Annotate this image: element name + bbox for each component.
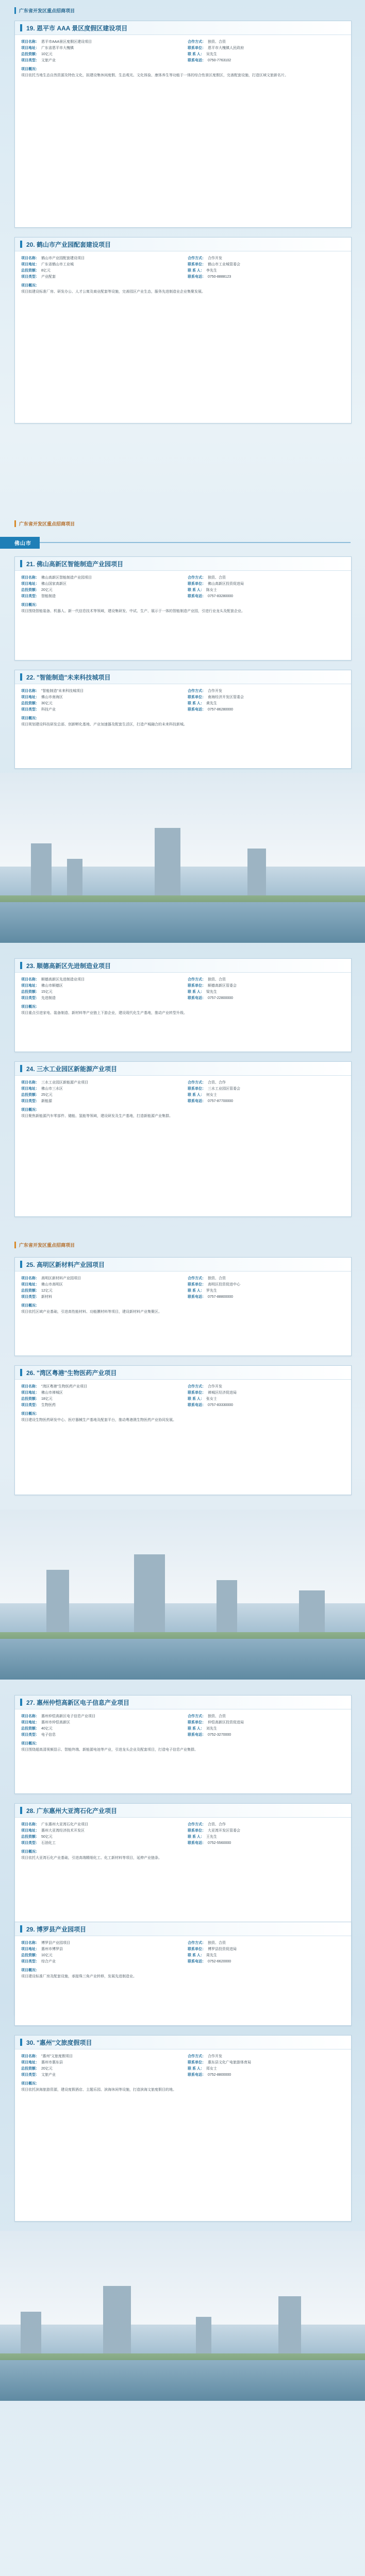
field-label: 项目名称： (21, 576, 39, 580)
project-card (14, 556, 352, 660)
field-label: 总投资额： (21, 990, 39, 994)
field-label: 项目类型： (21, 595, 39, 598)
field-label: 合作方式： (188, 40, 206, 44)
field-label: 项目概况： (21, 1850, 39, 1854)
accent-bar (20, 1369, 22, 1376)
project-investment: 50亿元 (41, 1835, 53, 1839)
project-card-header (15, 2036, 351, 2049)
field-label: 联 系 人： (188, 1397, 204, 1401)
project-person: 罗先生 (206, 1289, 217, 1293)
project-type: 文旅产业 (41, 59, 56, 62)
field-label: 总投资额： (21, 1397, 39, 1401)
project-contact: 禅城区经济促进局 (208, 1391, 237, 1395)
project-investment: 40亿元 (41, 1727, 53, 1731)
accent-bar (20, 1925, 22, 1933)
project-investment: 15亿元 (41, 990, 53, 994)
project-location: 惠州市博罗县 (41, 1947, 63, 1951)
project-type: 电子信息 (41, 1733, 56, 1737)
field-label: 联系电话： (188, 1295, 206, 1299)
project-description (15, 716, 351, 732)
field-label: 项目地址： (21, 582, 39, 586)
project-location: 佛山市三水区 (41, 1087, 63, 1091)
field-label: 项目概况： (21, 1969, 39, 1972)
project-phone: 0752-5560000 (208, 1841, 231, 1845)
project-person: 张女士 (206, 1397, 217, 1401)
project-type: 产业配套 (41, 275, 56, 279)
field-label: 总投资额： (21, 588, 39, 592)
field-label: 项目地址： (21, 1087, 39, 1091)
project-name: 高明区新材料产业园项目 (41, 1277, 81, 1280)
project-name: 顺德高新区先进制造业项目 (41, 978, 85, 981)
project-name: 恩平市AAA景区度假区建设项目 (41, 40, 92, 44)
project-location: 佛山市高明区 (41, 1283, 63, 1286)
field-label: 总投资额： (21, 269, 39, 273)
project-investment: 18亿元 (41, 1397, 53, 1401)
project-title: 29. 博罗县产业园项目 (26, 1925, 87, 1933)
project-type: 文旅产业 (41, 2073, 56, 2077)
field-label: 总投资额： (21, 53, 39, 56)
field-label: 联系电话： (188, 708, 206, 711)
section-header-label: 广东省开发区重点招商项目 (14, 1242, 75, 1248)
field-label: 项目名称： (21, 1715, 39, 1718)
project-name: 惠州仲恺高新区电子信息产业项目 (41, 1715, 95, 1718)
field-label: 项目名称： (21, 1823, 39, 1826)
project-contact: 顺德高新区管委会 (208, 984, 237, 988)
project-type: 先进制造 (41, 996, 56, 1000)
field-label: 项目类型： (21, 708, 39, 711)
project-card (14, 1365, 352, 1495)
field-label: 项目类型： (21, 1841, 39, 1845)
city-photo-band (0, 773, 365, 943)
project-name: "湾区粤港"生物医药产业项目 (41, 1385, 87, 1388)
project-person: 黄先生 (206, 702, 217, 705)
project-card-header (15, 1922, 351, 1936)
field-label: 项目地址： (21, 1283, 39, 1286)
accent-bar (20, 673, 22, 681)
field-label: 联 系 人： (188, 1093, 204, 1097)
project-phone: 0757-87700000 (208, 1099, 234, 1103)
field-label: 项目类型： (21, 1733, 39, 1737)
project-name: "智能制造"未来科技城项目 (41, 689, 84, 693)
project-title: 21. 佛山高新区智能制造产业园项目 (26, 560, 124, 568)
field-label: 项目类型： (21, 2073, 39, 2077)
project-card-header (15, 1366, 351, 1380)
project-investment: 12亿元 (41, 1289, 53, 1293)
field-label: 联系单位： (188, 263, 206, 266)
field-label: 联系单位： (188, 1391, 206, 1395)
field-label: 合作方式： (188, 257, 206, 260)
project-location: 广东省鹤山市工业城 (41, 263, 74, 266)
project-name: 博罗县产业园项目 (41, 1941, 70, 1945)
field-label: 合作方式： (188, 1385, 206, 1388)
field-label: 联系电话： (188, 2073, 206, 2077)
project-card-header (15, 670, 351, 684)
project-description (15, 1303, 351, 1319)
project-person: 吴先生 (206, 53, 217, 56)
project-location: 惠州市惠东县 (41, 2061, 63, 2064)
field-label: 合作方式： (188, 1941, 206, 1945)
project-description (15, 603, 351, 618)
project-card (14, 21, 352, 228)
field-label: 联系电话： (188, 1960, 206, 1963)
project-phone: 0750-8888123 (208, 275, 231, 279)
project-name: 鹤山市产业园配套建设项目 (41, 257, 85, 260)
project-location: 佛山国家高新区 (41, 582, 67, 586)
field-label: 总投资额： (21, 1835, 39, 1839)
project-description-text: 项目依托大亚湾石化产业基础，引进高端精细化工、化工新材料等项目，延伸产业链条。 (21, 1856, 162, 1860)
project-description (15, 1741, 351, 1757)
project-card (14, 2035, 352, 2222)
field-label: 联 系 人： (188, 588, 204, 592)
accent-bar (20, 1065, 22, 1072)
project-description-text: 项目依托区域产业基础，引进高性能材料、功能膜材料等项目，建设新材料产业集聚区。 (21, 1310, 162, 1314)
project-description (15, 1850, 351, 1865)
project-contact: 南海经济开发区管委会 (208, 696, 244, 699)
project-description-text: 项目依托当地生态自然资源及特色文化，拟建设集休闲度假、生态观光、文化体验、康体养生等功能于一体的综合性景区度假区，完善配套设施，打造区域文旅新名片。 (21, 74, 288, 77)
project-investment: 25亿元 (41, 1093, 53, 1097)
field-label: 项目名称： (21, 1385, 39, 1388)
project-title: 30. "惠州"文旅度假项目 (26, 2039, 92, 2046)
project-contact: 鹤山市工业城管委会 (208, 263, 240, 266)
project-description (15, 2081, 351, 2097)
field-label: 项目概况： (21, 1005, 39, 1009)
field-label: 总投资额： (21, 1093, 39, 1097)
accent-bar (20, 560, 22, 567)
project-location: 惠州大亚湾经济技术开发区 (41, 1829, 85, 1833)
field-label: 项目地址： (21, 696, 39, 699)
project-mode: 合作开发 (208, 257, 222, 260)
project-mode: 独资、合资 (208, 1277, 226, 1280)
field-label: 项目名称： (21, 1081, 39, 1084)
field-label: 项目名称： (21, 2055, 39, 2058)
project-investment: 20亿元 (41, 2067, 53, 2071)
field-label: 联系电话： (188, 1733, 206, 1737)
project-person: 周先生 (206, 1954, 217, 1957)
project-card (14, 958, 352, 1052)
field-label: 项目名称： (21, 1941, 39, 1945)
project-description-text: 项目依托滨海旅游资源，建设度假酒店、主题乐园、滨海休闲等设施，打造滨海文旅度假目的地。 (21, 2088, 176, 2092)
project-title: 20. 鹤山市产业园配套建设项目 (26, 241, 111, 248)
project-person: 刘先生 (206, 1727, 217, 1731)
project-card (14, 1061, 352, 1217)
field-label: 项目地址： (21, 1391, 39, 1395)
field-label: 联系单位： (188, 1283, 206, 1286)
project-contact: 大亚湾开发区管委会 (208, 1829, 240, 1833)
project-phone: 0752-8800000 (208, 2073, 231, 2077)
project-type: 新材料 (41, 1295, 52, 1299)
field-label: 项目类型： (21, 1403, 39, 1407)
project-name: "惠州"文旅度假项目 (41, 2055, 73, 2058)
field-label: 项目概况： (21, 284, 39, 287)
field-label: 合作方式： (188, 689, 206, 693)
field-label: 项目名称： (21, 689, 39, 693)
project-description-text: 项目重点引进家电、装备制造、新材料等产业链上下游企业，建设现代化生产基地，推动产业转型升级。 (21, 1011, 187, 1015)
project-description-text: 项目聚焦新能源汽车零部件、储能、氢能等领域，建设研发及生产基地，打造新能源产业集群。 (21, 1114, 173, 1118)
accent-bar (20, 1261, 22, 1268)
project-description-text: 项目拟建设标准厂房、研发办公、人才公寓及商业配套等设施，完善园区产业生态，服务先进制造业企业集聚发展。 (21, 290, 205, 294)
project-contact: 恩平市大槐镇人民政府 (208, 46, 244, 50)
field-label: 项目名称： (21, 257, 39, 260)
field-label: 联系电话： (188, 275, 206, 279)
project-title: 23. 顺德高新区先进制造业项目 (26, 962, 111, 970)
field-label: 项目类型： (21, 1295, 39, 1299)
field-label: 联系单位： (188, 1947, 206, 1951)
project-phone: 0752-3270000 (208, 1733, 231, 1737)
field-label: 项目地址： (21, 1947, 39, 1951)
project-description-text: 项目建设标准厂房及配套设施，承接珠三角产业转移，发展先进制造业。 (21, 1975, 137, 1978)
field-label: 联 系 人： (188, 1835, 204, 1839)
project-card-header (15, 1062, 351, 1076)
field-label: 项目概况： (21, 1108, 39, 1112)
field-label: 项目地址： (21, 2061, 39, 2064)
field-label: 项目地址： (21, 1721, 39, 1724)
project-mode: 合作开发 (208, 2055, 222, 2058)
field-label: 项目名称： (21, 978, 39, 981)
field-label: 总投资额： (21, 702, 39, 705)
project-contact: 惠东县文化广电旅游体育局 (208, 2061, 251, 2064)
field-label: 项目地址： (21, 984, 39, 988)
project-investment: 10亿元 (41, 53, 53, 56)
field-label: 项目类型： (21, 1099, 39, 1103)
field-label: 项目概况： (21, 603, 39, 607)
project-phone: 0752-6620000 (208, 1960, 231, 1963)
project-card (14, 1922, 352, 2026)
field-label: 总投资额： (21, 1727, 39, 1731)
field-label: 总投资额： (21, 2067, 39, 2071)
accent-bar (20, 1699, 22, 1706)
field-label: 联系电话： (188, 996, 206, 1000)
project-description (15, 1108, 351, 1123)
project-card (14, 1257, 352, 1356)
accent-bar (20, 24, 22, 31)
project-card-header (15, 238, 351, 251)
field-label: 项目地址： (21, 263, 39, 266)
project-person: 李先生 (206, 269, 217, 273)
project-card (14, 670, 352, 769)
field-label: 项目名称： (21, 1277, 39, 1280)
project-mode: 独资、合资 (208, 978, 226, 981)
project-mode: 合资、合作 (208, 1081, 226, 1084)
project-mode: 独资、合资 (208, 1715, 226, 1718)
project-contact: 高明区投资促进中心 (208, 1283, 240, 1286)
project-type: 智能制造 (41, 595, 56, 598)
field-label: 联系单位： (188, 1721, 206, 1724)
project-investment: 20亿元 (41, 588, 53, 592)
project-card-header (15, 1258, 351, 1272)
field-label: 联系电话： (188, 59, 206, 62)
project-mode: 合资、合作 (208, 1823, 226, 1826)
project-mode: 合作开发 (208, 1385, 222, 1388)
project-card-header (15, 21, 351, 35)
city-photo-band (0, 1510, 365, 1680)
project-location: 惠州市仲恺高新区 (41, 1721, 70, 1724)
field-label: 联系电话： (188, 595, 206, 598)
field-label: 联系电话： (188, 1099, 206, 1103)
project-title: 26. "湾区粤港"生物医药产业项目 (26, 1369, 117, 1377)
field-label: 项目名称： (21, 40, 39, 44)
field-label: 联系单位： (188, 1087, 206, 1091)
project-type: 科技产业 (41, 708, 56, 711)
project-description (15, 67, 351, 82)
field-label: 联 系 人： (188, 1727, 204, 1731)
field-label: 项目类型： (21, 59, 39, 62)
project-title: 22. "智能制造"未来科技城项目 (26, 673, 111, 681)
field-label: 联 系 人： (188, 1954, 204, 1957)
project-contact: 博罗县投资促进局 (208, 1947, 237, 1951)
project-card-header (15, 1696, 351, 1709)
project-title: 28. 广东惠州大亚湾石化产业项目 (26, 1807, 118, 1815)
field-label: 项目地址： (21, 1829, 39, 1833)
field-label: 合作方式： (188, 2055, 206, 2058)
field-label: 联系单位： (188, 2061, 206, 2064)
project-description-text: 项目围绕智能装备、机器人、新一代信息技术等领域，建设集研发、中试、生产、展示于一体的智能制造产业园，引进行业龙头及配套企业。 (21, 609, 245, 613)
field-label: 联系单位： (188, 46, 206, 50)
project-mode: 独资、合资 (208, 40, 226, 44)
section-header-label: 广东省开发区重点招商项目 (14, 7, 75, 14)
field-label: 项目类型： (21, 275, 39, 279)
field-label: 联系单位： (188, 984, 206, 988)
project-card-header (15, 1804, 351, 1818)
project-location: 佛山市禅城区 (41, 1391, 63, 1395)
field-label: 联系单位： (188, 582, 206, 586)
project-mode: 合作开发 (208, 689, 222, 693)
project-name: 三水工业园区新能源产业项目 (41, 1081, 88, 1084)
field-label: 项目概况： (21, 1742, 39, 1745)
accent-bar (20, 1807, 22, 1814)
field-label: 项目概况： (21, 1412, 39, 1416)
project-phone: 0757-83330000 (208, 1403, 234, 1407)
project-type: 石油化工 (41, 1841, 56, 1845)
project-name: 佛山高新区智能制造产业园项目 (41, 576, 92, 580)
project-investment: 30亿元 (41, 702, 53, 705)
field-label: 合作方式： (188, 1277, 206, 1280)
project-person: 王先生 (206, 1835, 217, 1839)
field-label: 总投资额： (21, 1954, 39, 1957)
field-label: 项目概况： (21, 1304, 39, 1308)
project-mode: 独资、合资 (208, 1941, 226, 1945)
project-location: 佛山市南海区 (41, 696, 63, 699)
project-description (15, 1412, 351, 1427)
project-person: 梁先生 (206, 990, 217, 994)
project-phone: 0757-83280000 (208, 595, 234, 598)
project-title: 19. 恩平市 AAA 景区度假区建设项目 (26, 24, 128, 32)
field-label: 合作方式： (188, 1823, 206, 1826)
project-location: 佛山市顺德区 (41, 984, 63, 988)
project-description-text: 项目围绕超高清视频显示、智能终端、新能源电池等产业，引进龙头企业及配套项目，打造电子信息产业集群。 (21, 1748, 198, 1752)
project-card (14, 237, 352, 423)
field-label: 项目概况： (21, 67, 39, 71)
project-title: 27. 惠州仲恺高新区电子信息产业项目 (26, 1699, 130, 1706)
accent-bar (20, 241, 22, 248)
region-header-foshan: 佛山市 (0, 536, 365, 549)
project-card-header (15, 557, 351, 571)
field-label: 合作方式： (188, 978, 206, 981)
project-title: 24. 三水工业园区新能源产业项目 (26, 1065, 118, 1073)
project-card (14, 1695, 352, 1794)
field-label: 合作方式： (188, 576, 206, 580)
field-label: 联 系 人： (188, 53, 204, 56)
field-label: 合作方式： (188, 1715, 206, 1718)
project-phone: 0757-22800000 (208, 996, 234, 1000)
field-label: 联 系 人： (188, 702, 204, 705)
field-label: 联 系 人： (188, 1289, 204, 1293)
project-investment: 10亿元 (41, 1954, 53, 1957)
project-contact: 仲恺高新区投资促进局 (208, 1721, 244, 1724)
field-label: 联 系 人： (188, 2067, 204, 2071)
project-phone: 0757-88800000 (208, 1295, 234, 1299)
project-mode: 独资、合资 (208, 576, 226, 580)
field-label: 总投资额： (21, 1289, 39, 1293)
project-description (15, 1005, 351, 1020)
project-name: 广东惠州大亚湾石化产业项目 (41, 1823, 88, 1826)
field-label: 联 系 人： (188, 990, 204, 994)
field-label: 项目类型： (21, 996, 39, 1000)
project-person: 陈女士 (206, 588, 217, 592)
project-description (15, 283, 351, 299)
project-type: 生物医药 (41, 1403, 56, 1407)
project-contact: 三水工业园区管委会 (208, 1087, 240, 1091)
field-label: 联系单位： (188, 696, 206, 699)
field-label: 联系单位： (188, 1829, 206, 1833)
field-label: 项目类型： (21, 1960, 39, 1963)
accent-bar (20, 2039, 22, 2046)
project-card-header (15, 959, 351, 973)
field-label: 联系电话： (188, 1403, 206, 1407)
project-title: 25. 高明区新材料产业园项目 (26, 1261, 105, 1268)
field-label: 项目概况： (21, 2082, 39, 2086)
field-label: 联 系 人： (188, 269, 204, 273)
project-description-text: 项目建设生物医药研发中心、医疗器械生产基地及配套平台，推动粤港澳生物医药产业协同发展。 (21, 1418, 176, 1422)
field-label: 联系电话： (188, 1841, 206, 1845)
section-header-label: 广东省开发区重点招商项目 (14, 520, 75, 527)
city-photo-band (0, 2231, 365, 2401)
project-phone: 0757-86280000 (208, 708, 234, 711)
field-label: 项目地址： (21, 46, 39, 50)
project-location: 广东省恩平市大槐镇 (41, 46, 74, 50)
project-person: 何女士 (206, 1093, 217, 1097)
project-description-text: 项目规划建设科技研发总部、创新孵化基地、产业加速器及配套生活区，打造产城融合的未来科技新城。 (21, 723, 187, 726)
field-label: 合作方式： (188, 1081, 206, 1084)
accent-bar (20, 962, 22, 969)
project-type: 新能源 (41, 1099, 52, 1103)
project-type: 综合产业 (41, 1960, 56, 1963)
project-investment: 8亿元 (41, 269, 51, 273)
project-description (15, 1968, 351, 1984)
project-phone: 0750-7763102 (208, 59, 231, 62)
field-label: 项目概况： (21, 717, 39, 720)
project-contact: 佛山高新区投资促进局 (208, 582, 244, 586)
project-person: 郑女士 (206, 2067, 217, 2071)
